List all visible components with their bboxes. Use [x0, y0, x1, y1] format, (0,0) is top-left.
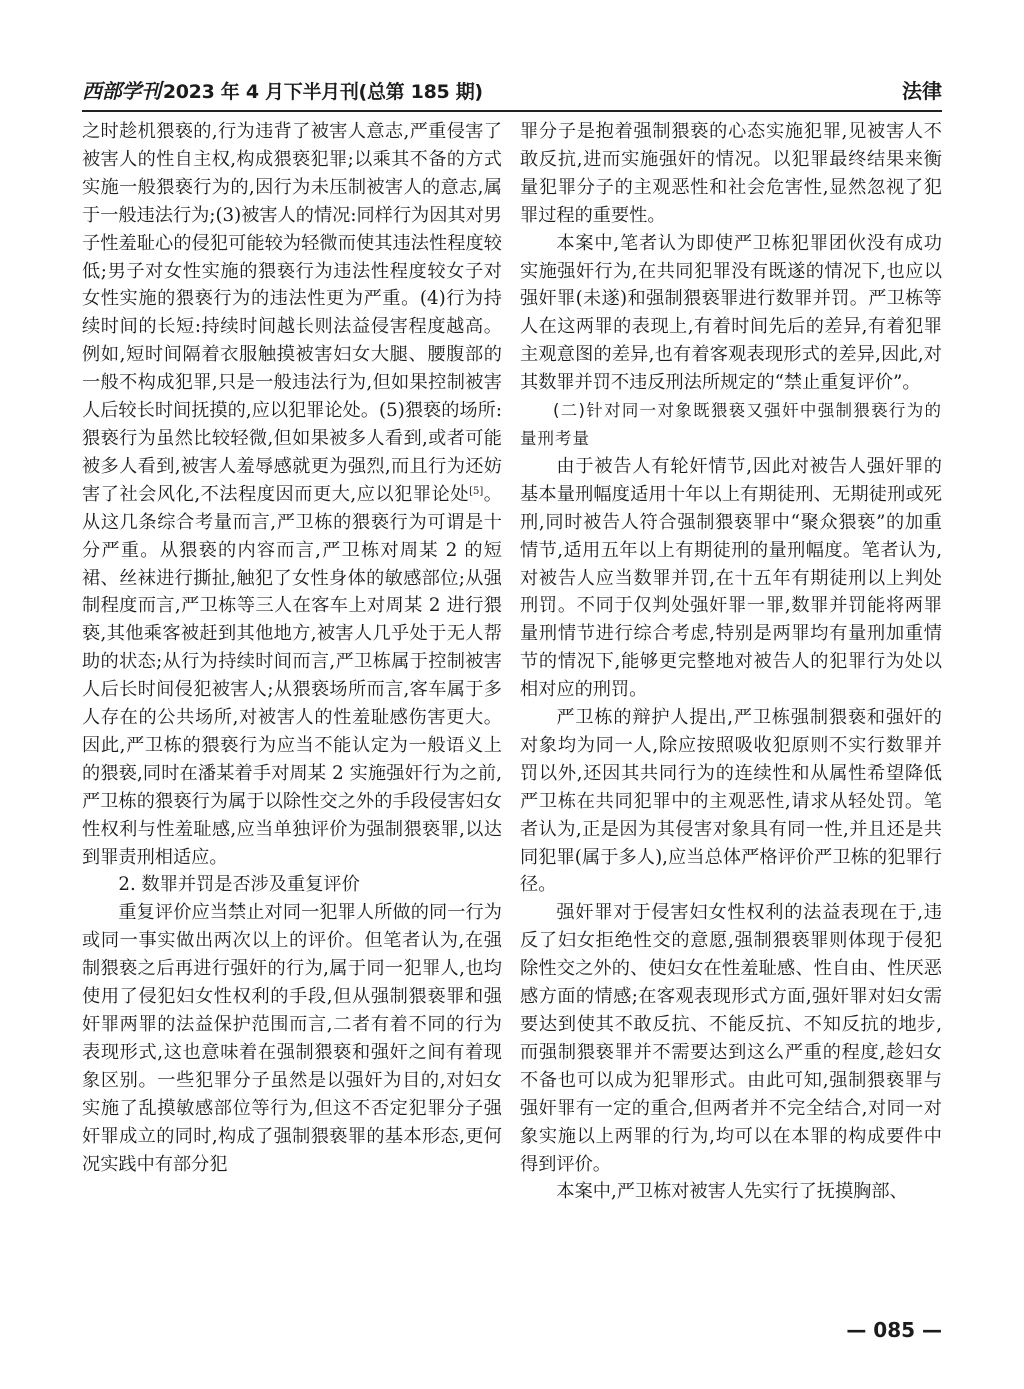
paragraph: 重复评价应当禁止对同一犯罪人所做的同一行为或同一事实做出两次以上的评价。但笔者认为,在强制猥亵之后再进行强奸的行为,属于同一犯罪人,也均使用了侵犯妇女性权利的手段,但从强制猥亵罪和强奸罪两罪的法益保护范围而言,二者有着不同的行为表现形式,这也意味着在强制猥亵和强奸之间有着现象区别。一些犯罪分子虽然是以强奸为目的,对妇女实施了乱摸敏感部位等行为,但这不否定犯罪分子强奸罪成立的同时,构成了强制猥亵罪的基本形态,更何况实践中有部分犯 [82, 902, 502, 1175]
paragraph-text: 之时趁机猥亵的,行为违背了被害人意志,严重侵害了被害人的性自主权,构成猥亵犯罪;以乘其不备的方式实施一般猥亵行为的,因行为未压制被害人的意志,属于一般违法行为;(3)被害人的情况:同样行为因其对男子性羞耻心的侵犯可能较为轻微而使其违法性程度较低;男子对女性实施的猥亵行为违法性程度较女子对女性实施的猥亵行为的违法性更为严重。(4)行为持续时间的长短:持续时间越长则法益侵害程度越高。例如,短时间隔着衣服触摸被害妇女大腿、腰腹部的一般不构成犯罪,只是一般违法行为,但如果控制被害人后较长时间抚摸的,应以犯罪论处。(5)猥亵的场所:猥亵行为虽然比较轻微,但如果被多人看到,或者可能被多人看到,被害人羞辱感就更为强烈,而且行为还妨害了社会风化,不法程度因而更大,应以犯罪论处 [82, 121, 502, 505]
journal-name: 西部学刊 [82, 79, 161, 103]
right-column [520, 118, 942, 1206]
running-header [82, 68, 942, 112]
citation-mark: [5] [469, 485, 484, 497]
paragraph: 由于被告人有轮奸情节,因此对被告人强奸罪的基本量刑幅度适用十年以上有期徒刑、无期徒刑或死刑,同时被告人符合强制猥亵罪中“聚众猥亵”的加重情节,适用五年以上有期徒刑的量刑幅度。笔者认为,对被告人应当数罪并罚,在十五年有期徒刑以上判处刑罚。不同于仅判处强奸罪一罪,数罪并罚能将两罪量刑情节进行综合考虑,特别是两罪均有量刑加重情节的情况下,能够更完整地对被告人的犯罪行为处以相对应的刑罚。 [520, 455, 942, 701]
paragraph-text: 。从这几条综合考量而言,严卫栋的猥亵行为可谓是十分严重。从猥亵的内容而言,严卫栋对周某 2 的短裙、丝袜进行撕扯,触犯了女性身体的敏感部位;从强制程度而言,严卫栋等三人在客车上对周某 2 进行猥亵,其他乘客被赶到其他地方,被害人几乎处于无人帮助的状态;从行为持续时间而言,严卫栋属于控制被害人后长时间侵犯被害人;从猥亵场所而言,客车属于多人存在的公共场所,对被害人的性羞耻感伤害更大。因此,严卫栋的猥亵行为应当不能认定为一般语义上的猥亵,同时在潘某着手对周某 2 实施强奸行为之前,严卫栋的猥亵行为属于以除性交之外的手段侵害妇女性权利与性羞耻感,应当单独评价为强制猥亵罪,以达到罪责刑相适应。 [82, 483, 502, 868]
section-heading: (二)针对同一对象既猥亵又强奸中强制猥亵行为的量刑考量 [520, 401, 942, 448]
paragraph [82, 118, 502, 871]
page-number: — 085 — [846, 1318, 942, 1342]
subsection-heading: 2. 数罪并罚是否涉及重复评价 [118, 874, 360, 896]
paragraph: 本案中,笔者认为即使严卫栋犯罪团伙没有成功实施强奸行为,在共同犯罪没有既遂的情况下,也应以强奸罪(未遂)和强制猥亵罪进行数罪并罚。严卫栋等人在这两罪的表现上,有着时间先后的差异,有着犯罪主观意图的差异,也有着客观表现形式的差异,因此,对其数罪并罚不违反刑法所规定的“禁止重复评价”。 [520, 232, 942, 394]
journal-issue [82, 75, 483, 104]
left-column [82, 118, 502, 1178]
issue-label: 2023 年 4 月下半月刊(总第 185 期) [162, 81, 483, 103]
paragraph: 强奸罪对于侵害妇女性权利的法益表现在于,违反了妇女拒绝性交的意愿,强制猥亵罪则体现于侵犯除性交之外的、使妇女在性羞耻感、性自由、性厌恶感方面的情感;在客观表现形式方面,强奸罪对妇女需要达到使其不敢反抗、不能反抗、不知反抗的地步,而强制猥亵罪并不需要达到这么严重的程度,趁妇女不备也可以成为犯罪形式。由此可知,强制猥亵罪与强奸罪有一定的重合,但两者并不完全结合,对同一对象实施以上两罪的行为,均可以在本罪的构成要件中得到评价。 [520, 902, 942, 1175]
paragraph: 本案中,严卫栋对被害人先实行了抚摸胸部、 [556, 1181, 908, 1203]
paragraph: 罪分子是抱着强制猥亵的心态实施犯罪,见被害人不敢反抗,进而实施强奸的情况。以犯罪最终结果来衡量犯罪分子的主观恶性和社会危害性,显然忽视了犯罪过程的重要性。 [520, 121, 942, 226]
paragraph: 严卫栋的辩护人提出,严卫栋强制猥亵和强奸的对象均为同一人,除应按照吸收犯原则不实行数罪并罚以外,还因其共同行为的连续性和从属性希望降低严卫栋在共同犯罪中的主观恶性,请求从轻处罚。笔者认为,正是因为其侵害对象具有同一性,并且还是共同犯罪(属于多人),应当总体严格评价严卫栋的犯罪行径。 [520, 707, 942, 896]
section-label: 法律 [902, 79, 942, 103]
